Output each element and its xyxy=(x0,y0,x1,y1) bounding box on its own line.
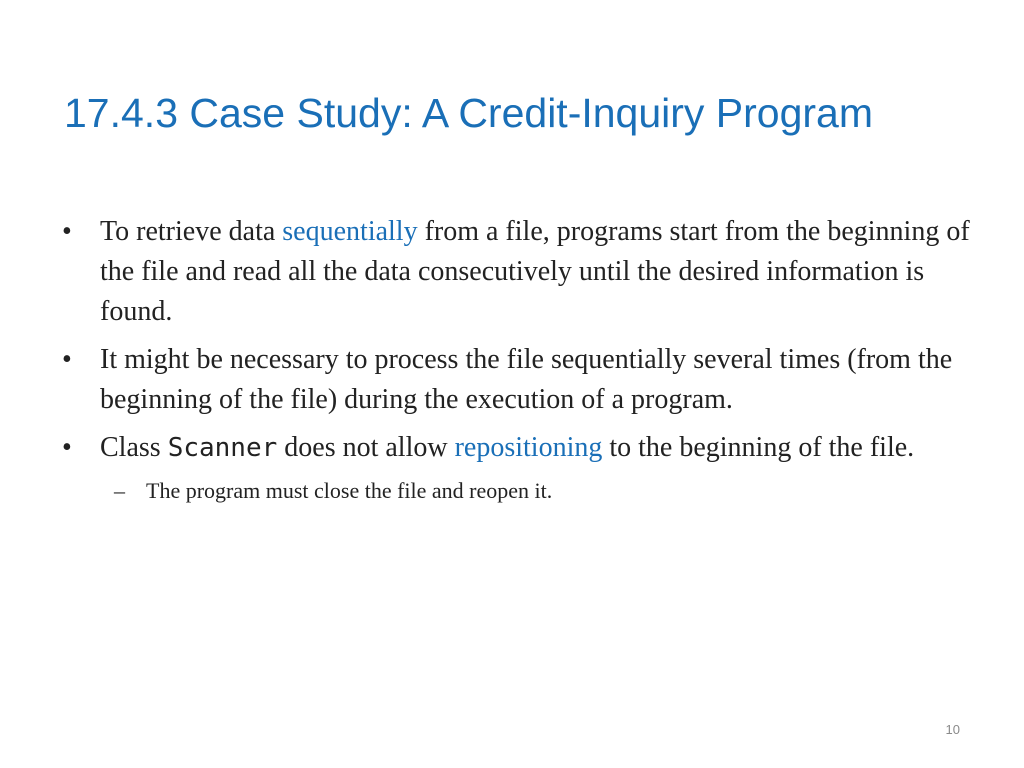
bullet-item xyxy=(62,212,972,332)
sub-bullet-item xyxy=(62,476,972,506)
bullet-text: does not allow xyxy=(277,432,455,463)
bullet-text: to the beginning of the file. xyxy=(602,432,915,463)
code-term: Scanner xyxy=(167,433,278,463)
bullet-marker: • xyxy=(62,216,72,247)
slide-title: 17.4.3 Case Study: A Credit-Inquiry Program xyxy=(64,90,874,136)
page-number: 10 xyxy=(945,722,960,737)
highlighted-term: sequentially xyxy=(282,216,418,247)
bullet-text: Class xyxy=(100,432,168,463)
bullet-text: It might be necessary to process the file sequentially several times (from the beginning of the file) during the execution of a program. xyxy=(100,344,953,415)
bullet-text: To retrieve data xyxy=(100,216,283,247)
bullet-item xyxy=(62,428,972,468)
sub-bullet-text: The program must close the file and reopen it. xyxy=(146,478,553,503)
highlighted-term: repositioning xyxy=(454,432,603,463)
bullet-list xyxy=(62,212,972,506)
bullet-marker: • xyxy=(62,344,72,375)
bullet-text: from a file, programs start from the beginning of the file and read all the data consecutively until the desired information is found. xyxy=(100,216,970,327)
bullet-marker: • xyxy=(62,432,72,463)
bullet-item xyxy=(62,340,972,420)
sub-bullet-marker: – xyxy=(114,478,125,503)
